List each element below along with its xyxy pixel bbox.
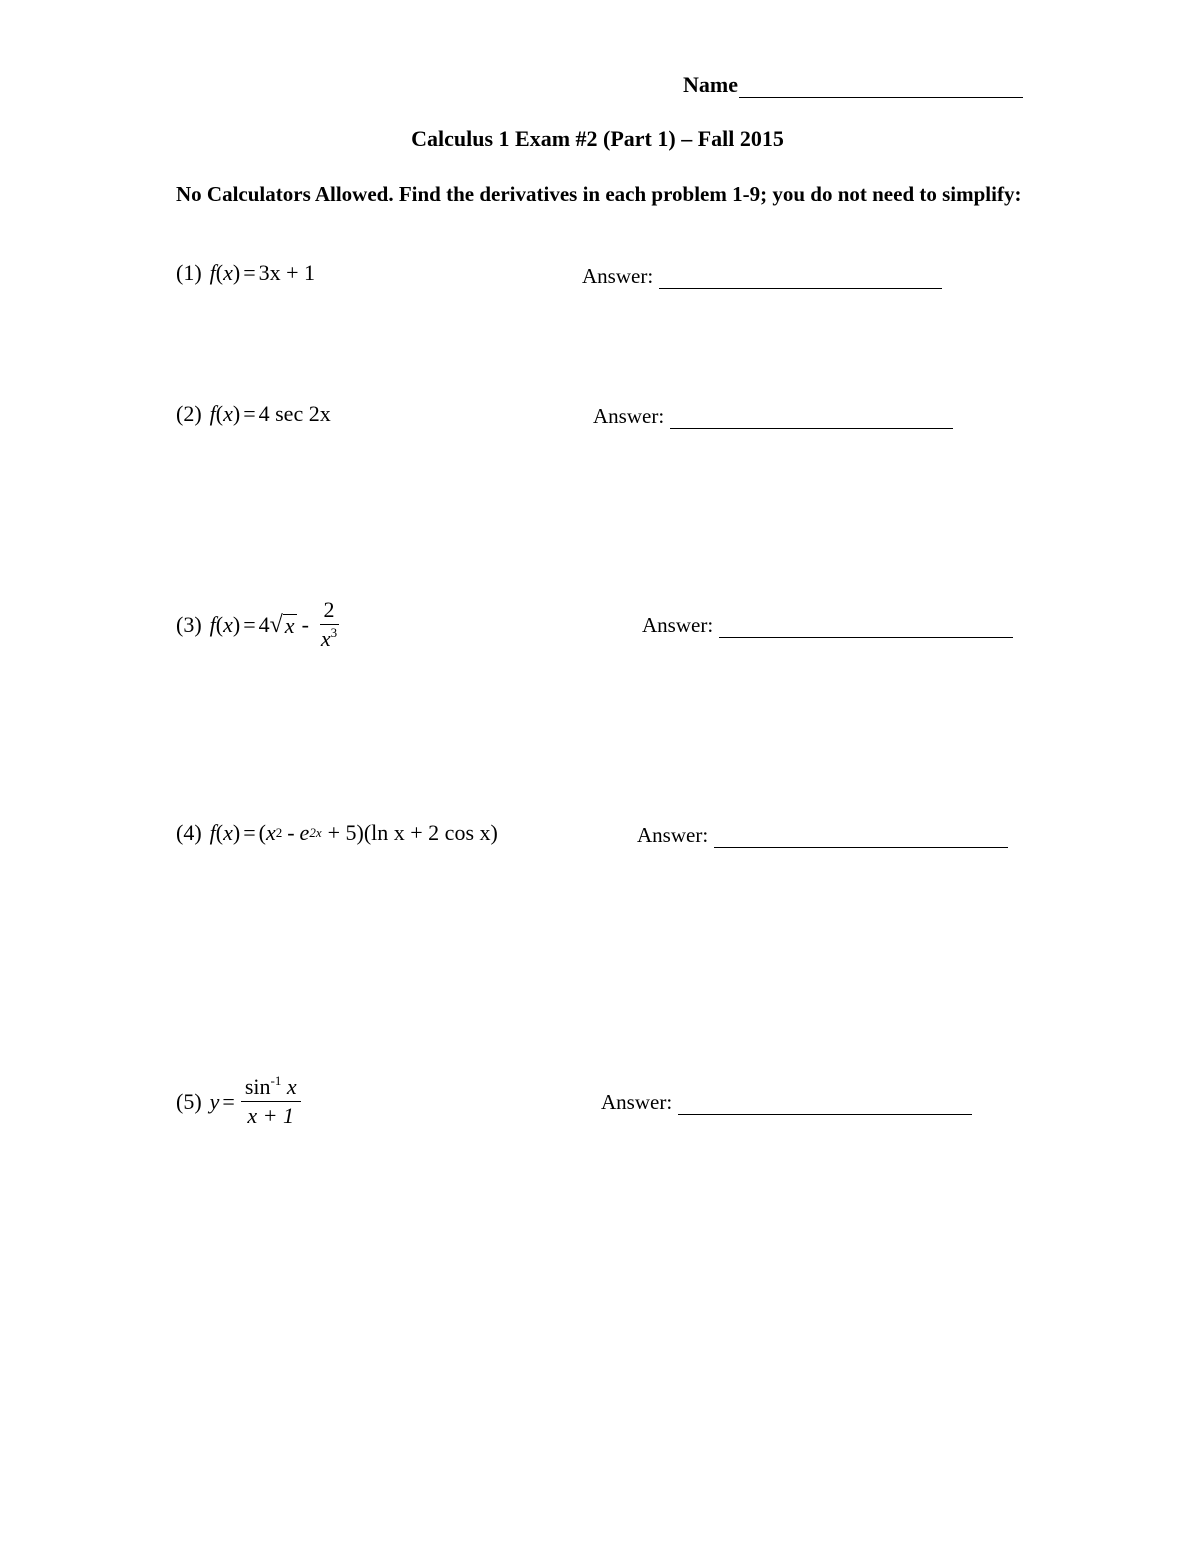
variable: x: [223, 820, 233, 845]
answer-blank-line[interactable]: [659, 268, 942, 289]
euler-e: e: [299, 820, 310, 845]
name-blank-line[interactable]: [739, 75, 1023, 98]
problem-number: (2): [176, 401, 202, 426]
variable: x: [223, 401, 233, 426]
equals-sign: =: [222, 1088, 235, 1114]
expression: 3x + 1: [258, 260, 316, 285]
expression-rest: + 5)(ln x + 2 cos x): [327, 820, 498, 845]
exponent: 3: [330, 625, 338, 640]
fraction: [241, 1074, 301, 1129]
answer-label: Answer:: [601, 1090, 673, 1114]
function-name: f: [209, 260, 216, 285]
expression: 4 sec 2x: [258, 401, 331, 426]
problem-number: (3): [176, 611, 202, 637]
problem-1: (1) f ( x ) = 3x + 1: [176, 260, 316, 285]
square-root: [270, 612, 297, 637]
function-name: f: [209, 401, 216, 426]
problem-3: (3) f ( x ) = 4 √ x - $\frac{2}{x^3}$: [176, 597, 344, 652]
answer-1: [582, 264, 942, 289]
exponent: -1: [270, 1073, 282, 1088]
answer-label: Answer:: [593, 404, 665, 428]
answer-blank-line[interactable]: [678, 1094, 972, 1115]
radicand: x: [284, 613, 295, 638]
name-label: Name: [683, 72, 738, 97]
exam-title: Calculus 1 Exam #2 (Part 1) – Fall 2015: [411, 126, 784, 151]
variable: x: [265, 820, 276, 845]
minus-sign: -: [287, 820, 295, 845]
fraction-denominator: x + 1: [247, 1103, 295, 1128]
problem-number: (5): [176, 1088, 202, 1114]
variable: x: [223, 611, 233, 637]
fraction-numerator: $\sin^{-1} x$: [241, 1074, 301, 1102]
answer-blank-line[interactable]: [670, 408, 953, 429]
name-field: [683, 72, 1023, 98]
problem-number: (4): [176, 820, 202, 845]
fraction-numerator: 2: [320, 597, 339, 625]
equals-sign: =: [243, 611, 256, 637]
equals-sign: =: [243, 820, 256, 845]
answer-blank-line[interactable]: [719, 617, 1013, 638]
problem-5: [176, 1074, 304, 1129]
answer-5: [601, 1090, 972, 1115]
answer-label: Answer:: [582, 264, 654, 288]
function-name: f: [209, 611, 216, 637]
coefficient: 4: [258, 611, 270, 637]
problem-number: (1): [176, 260, 202, 285]
equals-sign: =: [243, 260, 256, 285]
variable-y: y: [209, 1088, 220, 1114]
fraction: [317, 597, 341, 652]
answer-4: [637, 823, 1008, 848]
instructions: No Calculators Allowed. Find the derivatives in each problem 1-9; you do not need to simplify:: [176, 182, 1022, 206]
answer-3: [642, 613, 1013, 638]
problem-2: (2) f ( x ) = 4 sec 2x: [176, 401, 331, 426]
answer-2: [593, 404, 953, 429]
open-paren: (: [258, 820, 266, 845]
answer-blank-line[interactable]: [714, 827, 1008, 848]
equals-sign: =: [243, 401, 256, 426]
answer-label: Answer:: [642, 613, 714, 637]
answer-label: Answer:: [637, 823, 709, 847]
minus-sign: -: [301, 611, 309, 637]
variable: x: [223, 260, 233, 285]
radical-sign-icon: √: [269, 612, 283, 638]
function-name: f: [209, 820, 216, 845]
problem-4: (4) f ( x ) = ( x 2 - e 2x + 5)(ln x + 2 cos x): [176, 820, 498, 845]
fraction-denominator: $x^3$: [320, 625, 338, 651]
